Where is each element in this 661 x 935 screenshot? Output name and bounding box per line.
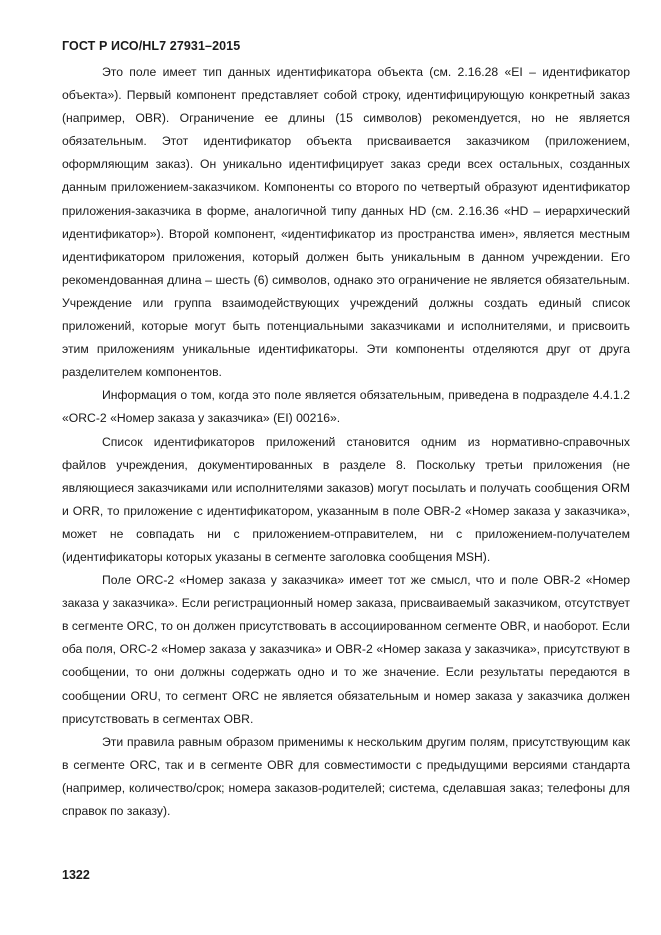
paragraph: Поле ORC-2 «Номер заказа у заказчика» имеет тот же смысл, что и поле OBR-2 «Номер заказа у заказчика». Если регистрационный номер заказа, присваиваемый заказчиком, отсутствует в сегменте ORC, то он должен присутствовать в ассоциированном сегменте OBR, и наоборот. Если оба поля, ORC-2 «Номер заказа у заказчика» и OBR-2 «Номер заказа у заказчика», присутствуют в сообщении, то они должны содержать одно и то же значение. Если результаты передаются в сообщении ORU, то сегмент ORC не является обязательным и номер заказа у заказчика должен присутствовать в сегментах OBR.	[62, 573, 630, 726]
paragraph: Информация о том, когда это поле является обязательным, приведена в подразделе 4.4.1.2 «ORC-2 «Номер заказа у заказчика» (EI) 00216».	[62, 388, 630, 426]
paragraph: Эти правила равным образом применимы к нескольким другим полям, присутствующим как в сегменте ORC, так и в сегменте OBR для совместимости с предыдущими версиями стандарта (например, количество/срок; номера заказов-родителей; система, сделавшая заказ; телефоны для справок по заказу).	[62, 734, 630, 818]
page-number: 1322	[62, 868, 90, 882]
body-text	[62, 61, 630, 823]
document-header: ГОСТ Р ИСО/HL7 27931–2015	[62, 39, 241, 53]
paragraph: Список идентификаторов приложений становится одним из нормативно-справочных файлов учреждения, документированных в разделе 8. Поскольку третьи приложения (не являющиеся заказчиками или исполнителями заказов) могут посылать и получать сообщения ORM и ORR, то приложение с идентификатором, указанным в поле OBR-2 «Номер заказа у заказчика», может не совпадать ни с приложением-отправителем, ни с приложением-получателем (идентификаторы которых указаны в сегменте заголовка сообщения MSH).	[62, 434, 630, 564]
paragraph: Это поле имеет тип данных идентификатора объекта (см. 2.16.28 «EI – идентификатор объекта»). Первый компонент представляет собой строку, идентифицирующую конкретный заказ (например, OBR). Ограничение ее длины (15 символов) рекомендуется, но не является обязательным. Этот идентификатор объекта присваивается заказчиком (приложением, оформляющим заказ). Он уникально идентифицирует заказ среди всех остальных, созданных данным приложением-заказчиком. Компоненты со второго по четвертый образуют идентификатор приложения-заказчика в форме, аналогичной типу данных HD (см. 2.16.36 «HD – иерархический идентификатор»). Второй компонент, «идентификатор из пространства имен», является местным идентификатором приложения, который должен быть уникальным в данном учреждении. Его рекомендованная длина – шесть (6) символов, однако это ограничение не является обязательным. Учреждение или группа взаимодействующих учреждений должны создать единый список приложений, которые могут быть потенциальными заказчиками и исполнителями, и присвоить этим приложениям уникальные идентификаторы. Эти компоненты отделяются друг от друга разделителем компонентов.	[62, 65, 630, 380]
